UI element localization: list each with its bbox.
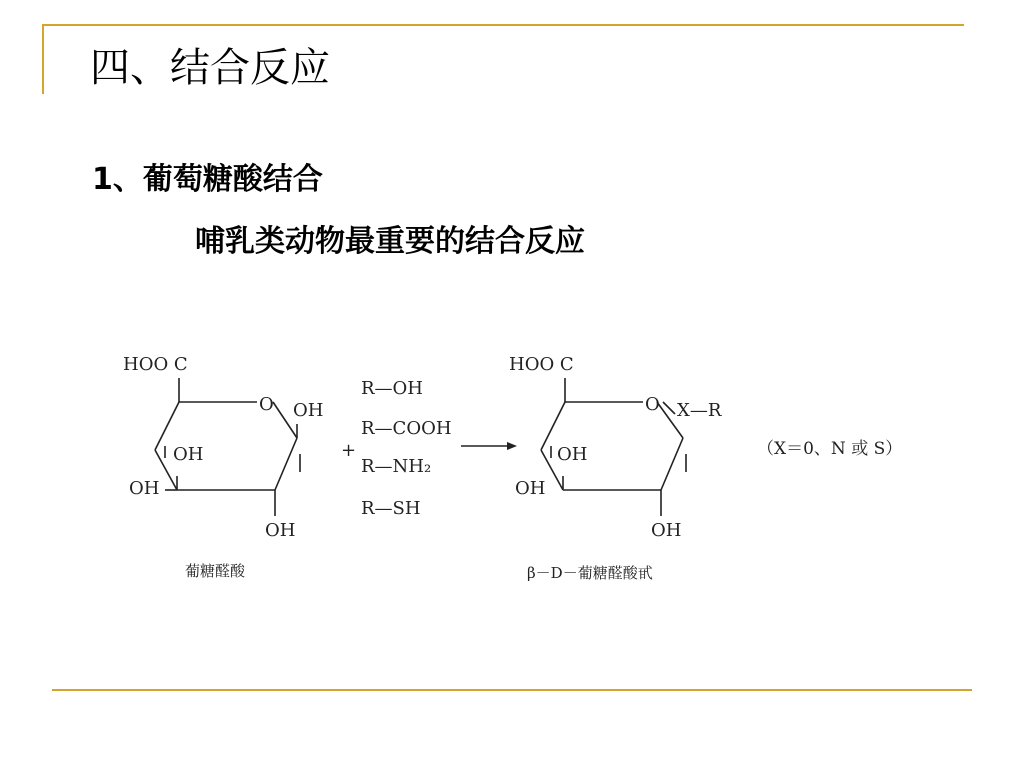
right-oh-inner: OH <box>557 444 588 465</box>
reagent-carboxyl: R—COOH <box>361 418 452 439</box>
left-oh-left: OH <box>129 478 160 499</box>
left-oh-bottom: OH <box>265 520 296 541</box>
slide-description: 哺乳类动物最重要的结合反应 <box>195 224 585 259</box>
top-rule <box>42 24 964 26</box>
left-carboxyl-label: HOO C <box>123 354 188 375</box>
left-oh-right: OH <box>293 400 324 421</box>
reagent-thiol: R—SH <box>361 498 421 519</box>
right-carboxyl-label: HOO C <box>509 354 574 375</box>
reagent-hydroxyl: R—OH <box>361 378 424 399</box>
left-ring-oxygen: O <box>259 394 274 415</box>
reaction-diagram <box>97 338 927 588</box>
left-rule <box>42 24 44 94</box>
bottom-rule <box>52 689 972 691</box>
left-caption: 葡糖醛酸 <box>185 562 246 580</box>
slide-subtitle: 1、葡萄糖酸结合 <box>92 162 323 197</box>
plus-sign: + <box>341 440 357 461</box>
slide-title: 四、结合反应 <box>90 45 330 91</box>
right-ring-oxygen: O <box>645 394 660 415</box>
right-oh-bottom: OH <box>651 520 682 541</box>
reagent-amine: R—NH₂ <box>361 456 432 477</box>
reaction-arrow-icon <box>461 442 517 450</box>
substituent-note: （X＝0、N 或 S） <box>757 439 903 459</box>
left-oh-inner: OH <box>173 444 204 465</box>
right-substituent: X—R <box>677 400 722 421</box>
reaction-figure <box>97 338 927 588</box>
right-caption: β－D－葡糖醛酸甙 <box>527 564 653 582</box>
right-oh-left: OH <box>515 478 546 499</box>
